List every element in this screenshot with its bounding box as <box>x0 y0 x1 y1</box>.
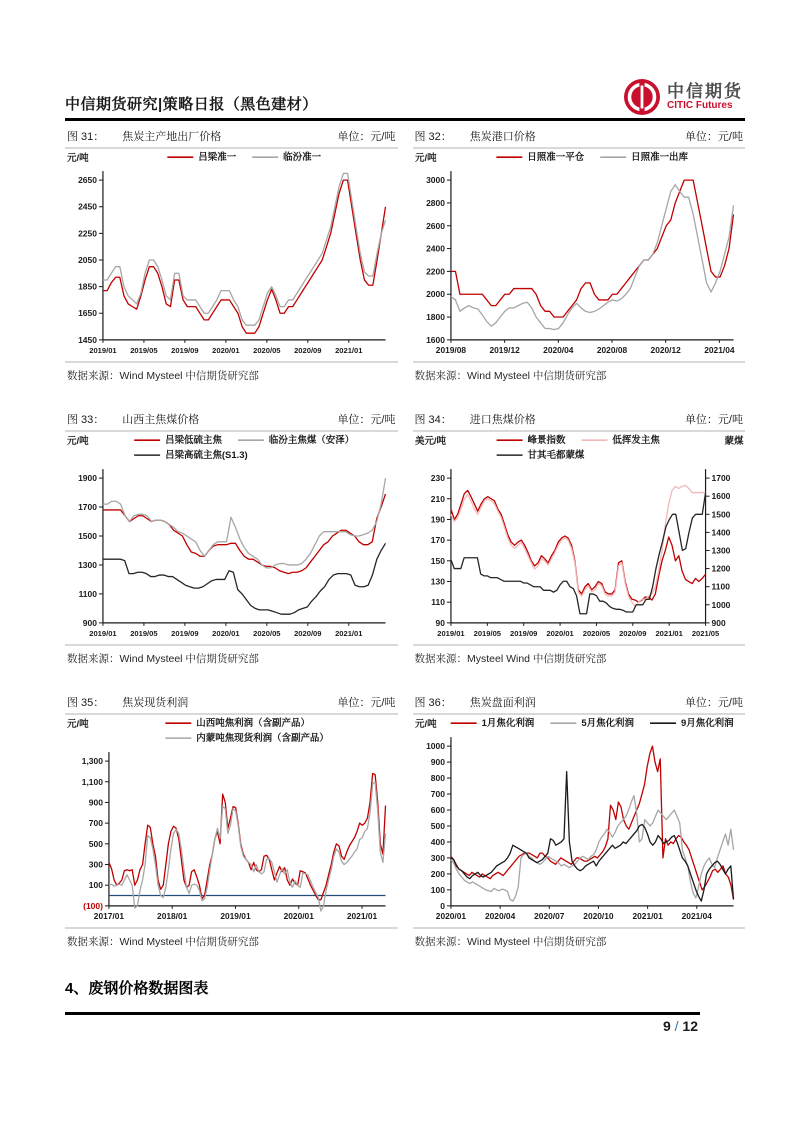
chart-shanxi-coking-coal-price <box>65 432 398 644</box>
svg-text:2200: 2200 <box>425 266 445 277</box>
svg-text:元/吨: 元/吨 <box>66 436 89 448</box>
svg-text:2019/12: 2019/12 <box>488 344 520 355</box>
figure-label: 图 34： <box>414 414 452 426</box>
svg-text:2020/01: 2020/01 <box>212 345 240 355</box>
svg-text:5月焦化利润: 5月焦化利润 <box>580 718 634 730</box>
svg-text:内蒙吨焦现货利润（含副产品）: 内蒙吨焦现货利润（含副产品） <box>196 733 329 745</box>
svg-text:900: 900 <box>82 617 97 628</box>
svg-text:2020/08: 2020/08 <box>596 344 627 355</box>
svg-text:元/吨: 元/吨 <box>66 719 89 731</box>
svg-text:吕梁准一: 吕梁准一 <box>198 152 237 164</box>
figure-source: 数据来源：Wind Mysteel 中信期货研究部 <box>67 653 259 665</box>
svg-text:1650: 1650 <box>78 308 97 319</box>
svg-text:吕梁低硫主焦: 吕梁低硫主焦 <box>165 435 222 447</box>
svg-text:0: 0 <box>439 900 445 911</box>
figure-caption <box>65 124 398 147</box>
svg-text:临汾准一: 临汾准一 <box>283 152 322 164</box>
svg-text:2018/01: 2018/01 <box>157 910 188 921</box>
figure-unit: 单位：元/吨 <box>684 697 743 709</box>
figure-32 <box>413 124 746 385</box>
svg-text:2021/01: 2021/01 <box>335 345 363 355</box>
svg-text:210: 210 <box>430 493 445 504</box>
figure-source: 数据来源：Wind Mysteel 中信期货研究部 <box>414 936 607 948</box>
svg-text:1600: 1600 <box>425 334 445 345</box>
svg-text:2021/01: 2021/01 <box>335 628 363 638</box>
svg-text:110: 110 <box>430 597 445 608</box>
chart-coke-port-price <box>413 149 746 361</box>
svg-text:2050: 2050 <box>78 254 97 265</box>
svg-text:2019/01: 2019/01 <box>436 628 465 638</box>
chart-coke-exfactory-price <box>65 149 398 361</box>
svg-text:日照准一平仓: 日照准一平仓 <box>526 152 584 164</box>
figure-unit: 单位：元/吨 <box>337 414 396 426</box>
figure-source: 数据来源：Wind Mysteel 中信期货研究部 <box>414 370 607 382</box>
page-footer <box>65 1012 700 1034</box>
svg-text:800: 800 <box>430 773 445 784</box>
figure-36 <box>413 690 746 951</box>
svg-text:1300: 1300 <box>78 559 97 570</box>
svg-text:吕梁高硫主焦(S1.3): 吕梁高硫主焦(S1.3) <box>165 450 248 462</box>
svg-text:2021/05: 2021/05 <box>691 628 719 638</box>
svg-text:甘其毛都蒙煤: 甘其毛都蒙煤 <box>527 450 584 462</box>
figure-35 <box>65 690 398 951</box>
figure-title: 焦炭现货利润 <box>122 697 189 709</box>
page-current: 9 <box>662 1018 671 1034</box>
figure-source: 数据来源：Wind Mysteel 中信期货研究部 <box>67 370 259 382</box>
figure-unit: 单位：元/吨 <box>684 131 743 143</box>
svg-text:1700: 1700 <box>711 473 730 484</box>
svg-text:2017/01: 2017/01 <box>93 910 125 921</box>
svg-text:元/吨: 元/吨 <box>66 153 89 165</box>
svg-text:2021/04: 2021/04 <box>703 344 735 355</box>
chart-coke-spot-profit <box>65 715 398 927</box>
figure-source: 数据来源：Wind Mysteel 中信期货研究部 <box>67 936 259 948</box>
svg-text:900: 900 <box>430 757 445 768</box>
svg-text:2019/09: 2019/09 <box>171 345 199 355</box>
svg-text:2250: 2250 <box>78 228 97 239</box>
svg-text:2020/01: 2020/01 <box>283 910 314 921</box>
svg-text:元/吨: 元/吨 <box>414 153 437 165</box>
page-number <box>65 1015 700 1034</box>
svg-text:1400: 1400 <box>711 527 730 538</box>
svg-text:900: 900 <box>711 617 726 628</box>
svg-text:美元/吨: 美元/吨 <box>414 436 446 448</box>
section-title-scrap-steel: 4、废钢价格数据图表 <box>65 980 209 997</box>
svg-text:200: 200 <box>430 868 445 879</box>
svg-text:100: 100 <box>88 880 103 891</box>
svg-text:1850: 1850 <box>78 281 97 292</box>
svg-text:2019/01: 2019/01 <box>89 345 117 355</box>
svg-text:(100): (100) <box>83 900 103 911</box>
chart-imported-coking-coal-price <box>413 432 746 644</box>
svg-text:2019/09: 2019/09 <box>171 628 199 638</box>
svg-text:1500: 1500 <box>78 530 97 541</box>
svg-text:元/吨: 元/吨 <box>414 719 437 731</box>
svg-text:2020/01: 2020/01 <box>212 628 240 638</box>
figure-caption <box>65 407 398 430</box>
report-title: 中信期货研究|策略日报（黑色建材） <box>65 96 318 113</box>
svg-text:9月焦化利润: 9月焦化利润 <box>680 718 734 730</box>
svg-text:1900: 1900 <box>78 473 97 484</box>
svg-text:600: 600 <box>430 805 445 816</box>
svg-text:2000: 2000 <box>425 289 445 300</box>
svg-text:2019/08: 2019/08 <box>435 344 466 355</box>
figure-label: 图 32： <box>414 131 452 143</box>
svg-text:2020/04: 2020/04 <box>542 344 573 355</box>
svg-text:2019/05: 2019/05 <box>473 628 501 638</box>
figure-title: 焦炭盘面利润 <box>469 697 536 709</box>
svg-text:2600: 2600 <box>425 220 445 231</box>
figure-unit: 单位：元/吨 <box>684 414 743 426</box>
svg-text:1100: 1100 <box>78 588 97 599</box>
figure-label: 图 36： <box>414 697 452 709</box>
svg-text:2020/09: 2020/09 <box>294 628 322 638</box>
svg-text:2020/04: 2020/04 <box>484 910 515 921</box>
figure-unit: 单位：元/吨 <box>337 697 396 709</box>
svg-text:150: 150 <box>430 555 445 566</box>
svg-text:1,300: 1,300 <box>81 756 103 767</box>
svg-text:2020/10: 2020/10 <box>582 910 614 921</box>
svg-text:2019/05: 2019/05 <box>130 628 158 638</box>
svg-text:蒙煤: 蒙煤 <box>724 436 744 448</box>
figure-caption <box>413 407 746 430</box>
logo-en-label: CITIC Futures <box>667 100 733 112</box>
svg-text:2020/09: 2020/09 <box>618 628 647 638</box>
svg-text:2021/01: 2021/01 <box>631 910 663 921</box>
svg-text:230: 230 <box>430 473 445 484</box>
figure-caption <box>413 690 746 713</box>
figure-title: 焦炭港口价格 <box>469 131 536 143</box>
page-header <box>65 80 745 116</box>
svg-text:2021/04: 2021/04 <box>681 910 712 921</box>
figure-34 <box>413 407 746 668</box>
figure-caption <box>65 690 398 713</box>
svg-text:2650: 2650 <box>78 175 97 186</box>
svg-text:3000: 3000 <box>425 175 445 186</box>
svg-text:400: 400 <box>430 836 445 847</box>
svg-text:2400: 2400 <box>425 243 445 254</box>
svg-text:临汾主焦煤（安泽）: 临汾主焦煤（安泽） <box>268 435 355 447</box>
svg-text:低挥发主焦: 低挥发主焦 <box>611 435 660 447</box>
figure-caption <box>413 124 746 147</box>
chart-coke-futures-profit <box>413 715 746 927</box>
svg-text:1500: 1500 <box>711 509 730 520</box>
svg-text:700: 700 <box>88 818 103 829</box>
citic-logo-text <box>667 83 743 112</box>
svg-text:1,100: 1,100 <box>81 776 103 787</box>
figure-title: 山西主焦煤价格 <box>122 414 200 426</box>
svg-text:1000: 1000 <box>711 599 730 610</box>
svg-text:山西吨焦利润（含副产品）: 山西吨焦利润（含副产品） <box>196 718 310 730</box>
page-separator: / <box>674 1018 679 1034</box>
svg-text:1200: 1200 <box>711 563 730 574</box>
svg-text:2020/01: 2020/01 <box>545 628 574 638</box>
figure-31 <box>65 124 398 385</box>
svg-text:2020/01: 2020/01 <box>435 910 466 921</box>
header-rule <box>65 118 745 121</box>
svg-text:130: 130 <box>430 576 445 587</box>
svg-text:1月焦化利润: 1月焦化利润 <box>481 718 534 730</box>
figure-title: 焦炭主产地出厂价格 <box>122 131 222 143</box>
svg-text:2450: 2450 <box>78 201 97 212</box>
svg-text:1800: 1800 <box>425 312 445 323</box>
figure-source: 数据来源：Mysteel Wind 中信期货研究部 <box>414 653 607 665</box>
svg-text:1100: 1100 <box>711 581 730 592</box>
svg-text:2019/01: 2019/01 <box>220 910 251 921</box>
figure-33 <box>65 407 398 668</box>
svg-text:2020/05: 2020/05 <box>582 628 610 638</box>
svg-text:2021/01: 2021/01 <box>346 910 378 921</box>
svg-text:190: 190 <box>430 514 445 525</box>
svg-text:2019/09: 2019/09 <box>509 628 537 638</box>
svg-text:2019/01: 2019/01 <box>89 628 117 638</box>
svg-text:100: 100 <box>430 884 445 895</box>
svg-text:2021/01: 2021/01 <box>654 628 683 638</box>
svg-text:300: 300 <box>430 852 445 863</box>
page-total: 12 <box>682 1018 698 1034</box>
svg-text:2020/12: 2020/12 <box>650 344 681 355</box>
svg-text:2020/09: 2020/09 <box>294 345 322 355</box>
figure-unit: 单位：元/吨 <box>337 131 396 143</box>
svg-text:1600: 1600 <box>711 491 730 502</box>
figure-label: 图 35： <box>67 697 105 709</box>
svg-text:500: 500 <box>430 820 445 831</box>
svg-text:1300: 1300 <box>711 545 730 556</box>
svg-text:500: 500 <box>88 838 103 849</box>
svg-text:700: 700 <box>430 789 445 800</box>
svg-text:1000: 1000 <box>425 741 445 752</box>
svg-text:170: 170 <box>430 535 445 546</box>
svg-text:900: 900 <box>88 797 103 808</box>
svg-text:2020/05: 2020/05 <box>253 628 281 638</box>
svg-text:日照准一出库: 日照准一出库 <box>630 152 688 164</box>
svg-text:2020/07: 2020/07 <box>533 910 564 921</box>
svg-text:2020/05: 2020/05 <box>253 345 281 355</box>
svg-text:2019/05: 2019/05 <box>130 345 158 355</box>
svg-text:1700: 1700 <box>78 502 97 513</box>
svg-text:1450: 1450 <box>78 334 97 345</box>
figure-label: 图 31： <box>67 131 105 143</box>
svg-text:90: 90 <box>435 617 445 628</box>
citic-logo-icon <box>623 78 661 116</box>
svg-text:300: 300 <box>88 859 103 870</box>
citic-logo <box>623 78 743 116</box>
figure-title: 进口焦煤价格 <box>469 414 536 426</box>
svg-text:2800: 2800 <box>425 197 445 208</box>
svg-text:峰景指数: 峰景指数 <box>527 435 565 447</box>
figure-label: 图 33： <box>67 414 105 426</box>
logo-cn-label: 中信期货 <box>667 81 743 101</box>
figure-grid <box>65 124 745 951</box>
